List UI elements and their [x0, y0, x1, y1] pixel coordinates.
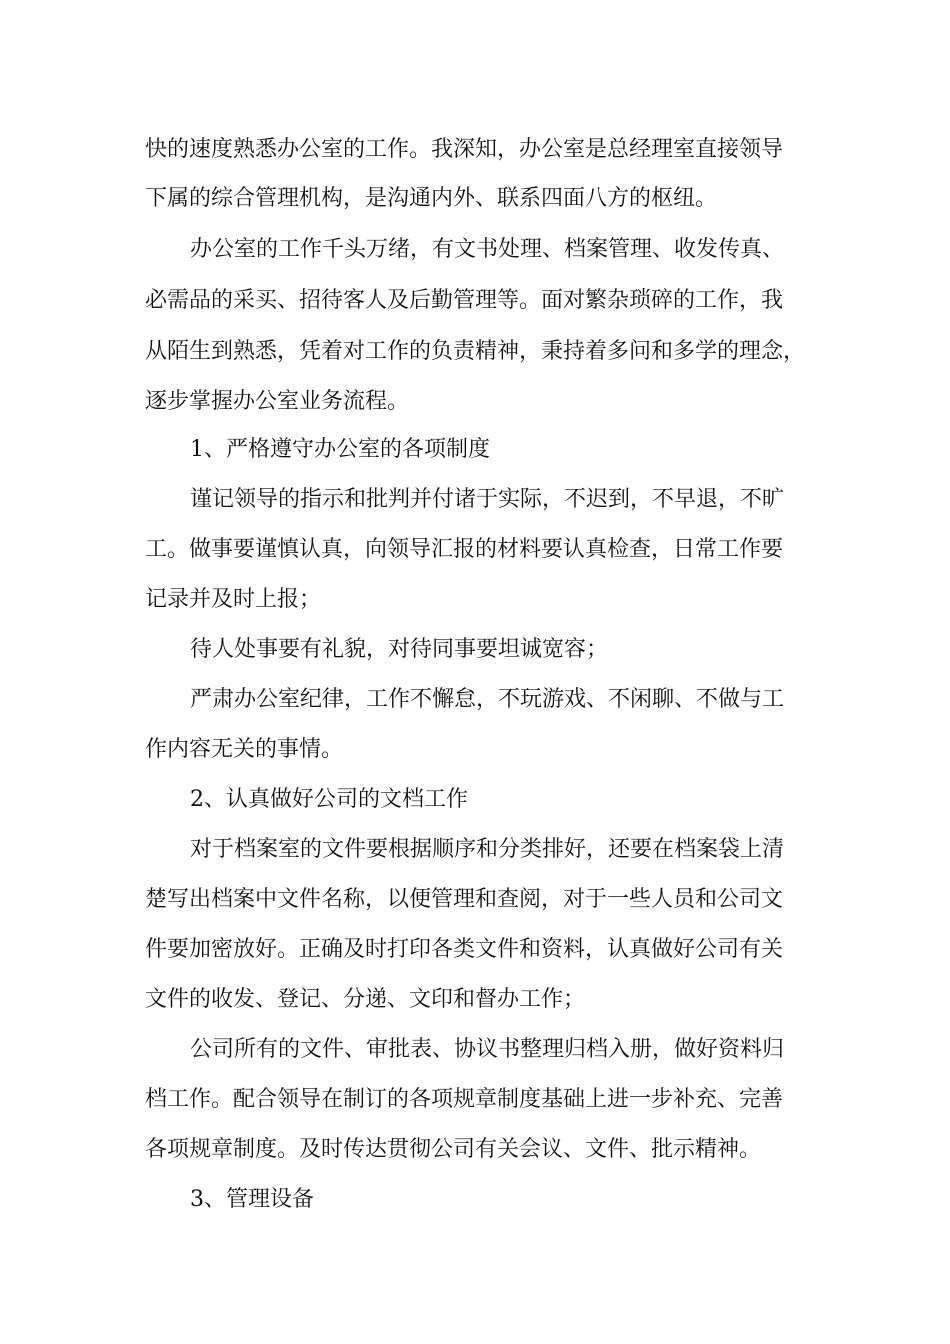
section-heading: 1、严格遵守办公室的各项制度 [190, 437, 490, 462]
text-line: 从陌生到熟悉，凭着对工作的负责精神，秉持着多问和多学的理念， [145, 339, 806, 364]
text-line: 各项规章制度。及时传达贯彻公司有关会议、文件、批示精神。 [145, 1137, 762, 1162]
text-line: 办公室的工作千头万绪，有文书处理、档案管理、收发传真、 [190, 237, 785, 262]
text-line: 快的速度熟悉办公室的工作。我深知，办公室是总经理室直接领导 [145, 137, 784, 162]
text-line: 档工作。配合领导在制订的各项规章制度基础上进一步补充、完善 [145, 1087, 784, 1112]
text-line: 作内容无关的事情。 [145, 737, 344, 762]
section-heading: 2、认真做好公司的文档工作 [190, 787, 468, 812]
text-line: 待人处事要有礼貌，对待同事要坦诚宽容； [190, 637, 609, 662]
text-line: 楚写出档案中文件名称，以便管理和查阅，对于一些人员和公司文 [145, 887, 784, 912]
text-line: 文件的收发、登记、分递、文印和督办工作； [145, 987, 586, 1012]
text-line: 逐步掌握办公室业务流程。 [145, 389, 410, 414]
text-line: 工。做事要谨慎认真，向领导汇报的材料要认真检查，日常工作要 [145, 537, 784, 562]
text-line: 下属的综合管理机构，是沟通内外、联系四面八方的枢纽。 [145, 186, 718, 211]
text-line: 严肃办公室纪律，工作不懈怠，不玩游戏、不闲聊、不做与工 [190, 687, 785, 712]
text-line: 公司所有的文件、审批表、协议书整理归档入册，做好资料归 [190, 1037, 785, 1062]
text-line: 必需品的采买、招待客人及后勤管理等。面对繁杂琐碎的工作，我 [145, 288, 784, 313]
text-line: 对于档案室的文件要根据顺序和分类排好，还要在档案袋上清 [190, 837, 785, 862]
text-line: 谨记领导的指示和批判并付诸于实际，不迟到，不早退，不旷 [190, 487, 785, 512]
text-line: 件要加密放好。正确及时打印各类文件和资料，认真做好公司有关 [145, 937, 784, 962]
section-heading: 3、管理设备 [190, 1187, 314, 1212]
text-line: 记录并及时上报； [145, 587, 322, 612]
